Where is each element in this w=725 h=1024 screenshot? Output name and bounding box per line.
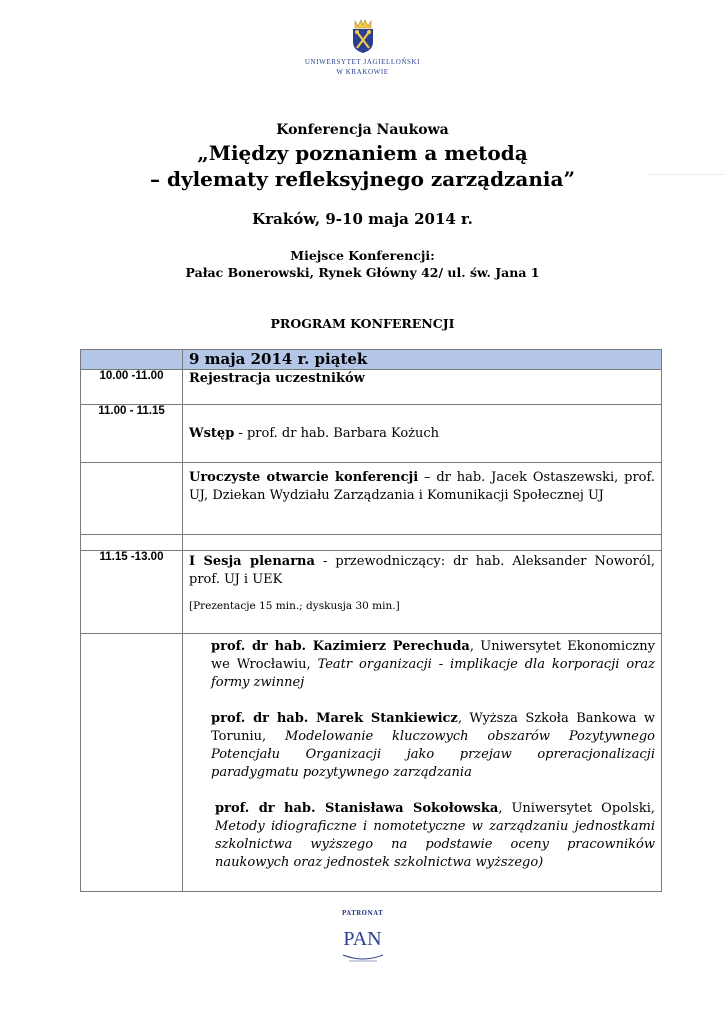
time-cell xyxy=(81,463,183,535)
talk-affiliation: , Uniwersytet Opolski, xyxy=(498,801,655,816)
patronage-label: PATRONAT xyxy=(341,910,384,917)
time-cell xyxy=(81,535,183,551)
table-row xyxy=(81,463,662,535)
event-title: Uroczyste otwarcie konferencji xyxy=(189,470,419,485)
day-header-cell xyxy=(183,350,662,370)
university-crest-icon xyxy=(350,18,376,54)
conference-date: Kraków, 9-10 maja 2014 r. xyxy=(252,210,473,228)
venue-label: Miejsce Konferencji: xyxy=(290,248,435,263)
event-details: - przewodniczący: dr hab. Aleksander Noworól, prof. UJ i UEK xyxy=(189,554,656,587)
event-cell xyxy=(183,370,662,405)
talk-speaker: prof. dr hab. Stanisława Sokołowska xyxy=(215,801,499,816)
conference-label: Konferencja Naukowa xyxy=(276,122,449,138)
day-header-row xyxy=(81,350,662,370)
talk-item xyxy=(211,638,655,692)
time-cell: 10.00 -11.00 xyxy=(81,370,183,405)
table-row xyxy=(81,634,662,892)
time-cell: 11.15 -13.00 xyxy=(81,551,183,634)
event-title: I Sesja plenarna xyxy=(189,554,315,569)
event-details: - prof. dr hab. Barbara Kożuch xyxy=(234,425,440,441)
university-name: UNIWERSYTET JAGIELLOŃSKI xyxy=(304,58,421,66)
talk-title: Metody idiograficzne i nomotetyczne w zarządzaniu jednostkami szkolnictwa wyższego na podstawie oceny pracowników naukowych oraz jednostek szkolnictwa wyższego) xyxy=(215,819,655,870)
university-city: W KRAKOWIE xyxy=(336,68,389,76)
pan-emblem-icon xyxy=(341,951,385,963)
talk-speaker: prof. dr hab. Kazimierz Perechuda xyxy=(211,639,470,654)
talk-item xyxy=(211,710,655,782)
talk-speaker: prof. dr hab. Marek Stankiewicz xyxy=(211,711,458,726)
talk-affiliation: , Wyższa Szkoła Bankowa w Toruniu, xyxy=(211,711,656,744)
event-details: – dr hab. Jacek Ostaszewski, prof. UJ, Dziekan Wydziału Zarządzania i Komunikacji Społecznej UJ xyxy=(189,470,655,503)
time-cell: 11.00 - 11.15 xyxy=(81,405,183,463)
table-row xyxy=(81,405,662,463)
day-title: 9 maja 2014 r. piątek xyxy=(189,350,368,368)
event-cell xyxy=(183,463,662,535)
event-cell xyxy=(183,405,662,463)
program-table xyxy=(80,349,662,892)
talk-affiliation: , Uniwersytet Ekonomiczny we Wrocławiu, xyxy=(211,639,655,672)
pan-logo xyxy=(0,928,725,963)
pan-wordmark: PAN xyxy=(343,928,382,950)
table-row xyxy=(81,551,662,634)
venue-address: Pałac Bonerowski, Rynek Główny 42/ ul. św. Jana 1 xyxy=(185,265,540,280)
talk-item xyxy=(211,800,655,872)
event-title: Wstęp xyxy=(189,425,235,441)
talks-cell xyxy=(183,634,662,892)
talk-title: Teatr organizacji - implikacje dla korporacji oraz formy zwinnej xyxy=(211,657,655,690)
conference-title-line1: „Między poznaniem a metodą xyxy=(197,141,528,165)
table-row xyxy=(81,370,662,405)
table-row xyxy=(81,535,662,551)
program-heading: PROGRAM KONFERENCJI xyxy=(270,316,455,331)
talk-title: Modelowanie kluczowych obszarów Pozytywnego Potencjału Organizacji jako przejaw opreracjonalizacji paradygmatu pozytywnego zarządzania xyxy=(211,729,655,780)
event-title: Rejestracja uczestników xyxy=(189,371,365,386)
time-cell xyxy=(81,634,183,892)
event-cell xyxy=(183,535,662,551)
session-note: [Prezentacje 15 min.; dyskusja 30 min.] xyxy=(189,600,400,612)
event-cell xyxy=(183,551,662,634)
conference-title-line2: – dylematy refleksyjnego zarządzania” xyxy=(150,167,575,191)
day-header-time-cell xyxy=(81,350,183,370)
university-logo xyxy=(0,18,725,77)
